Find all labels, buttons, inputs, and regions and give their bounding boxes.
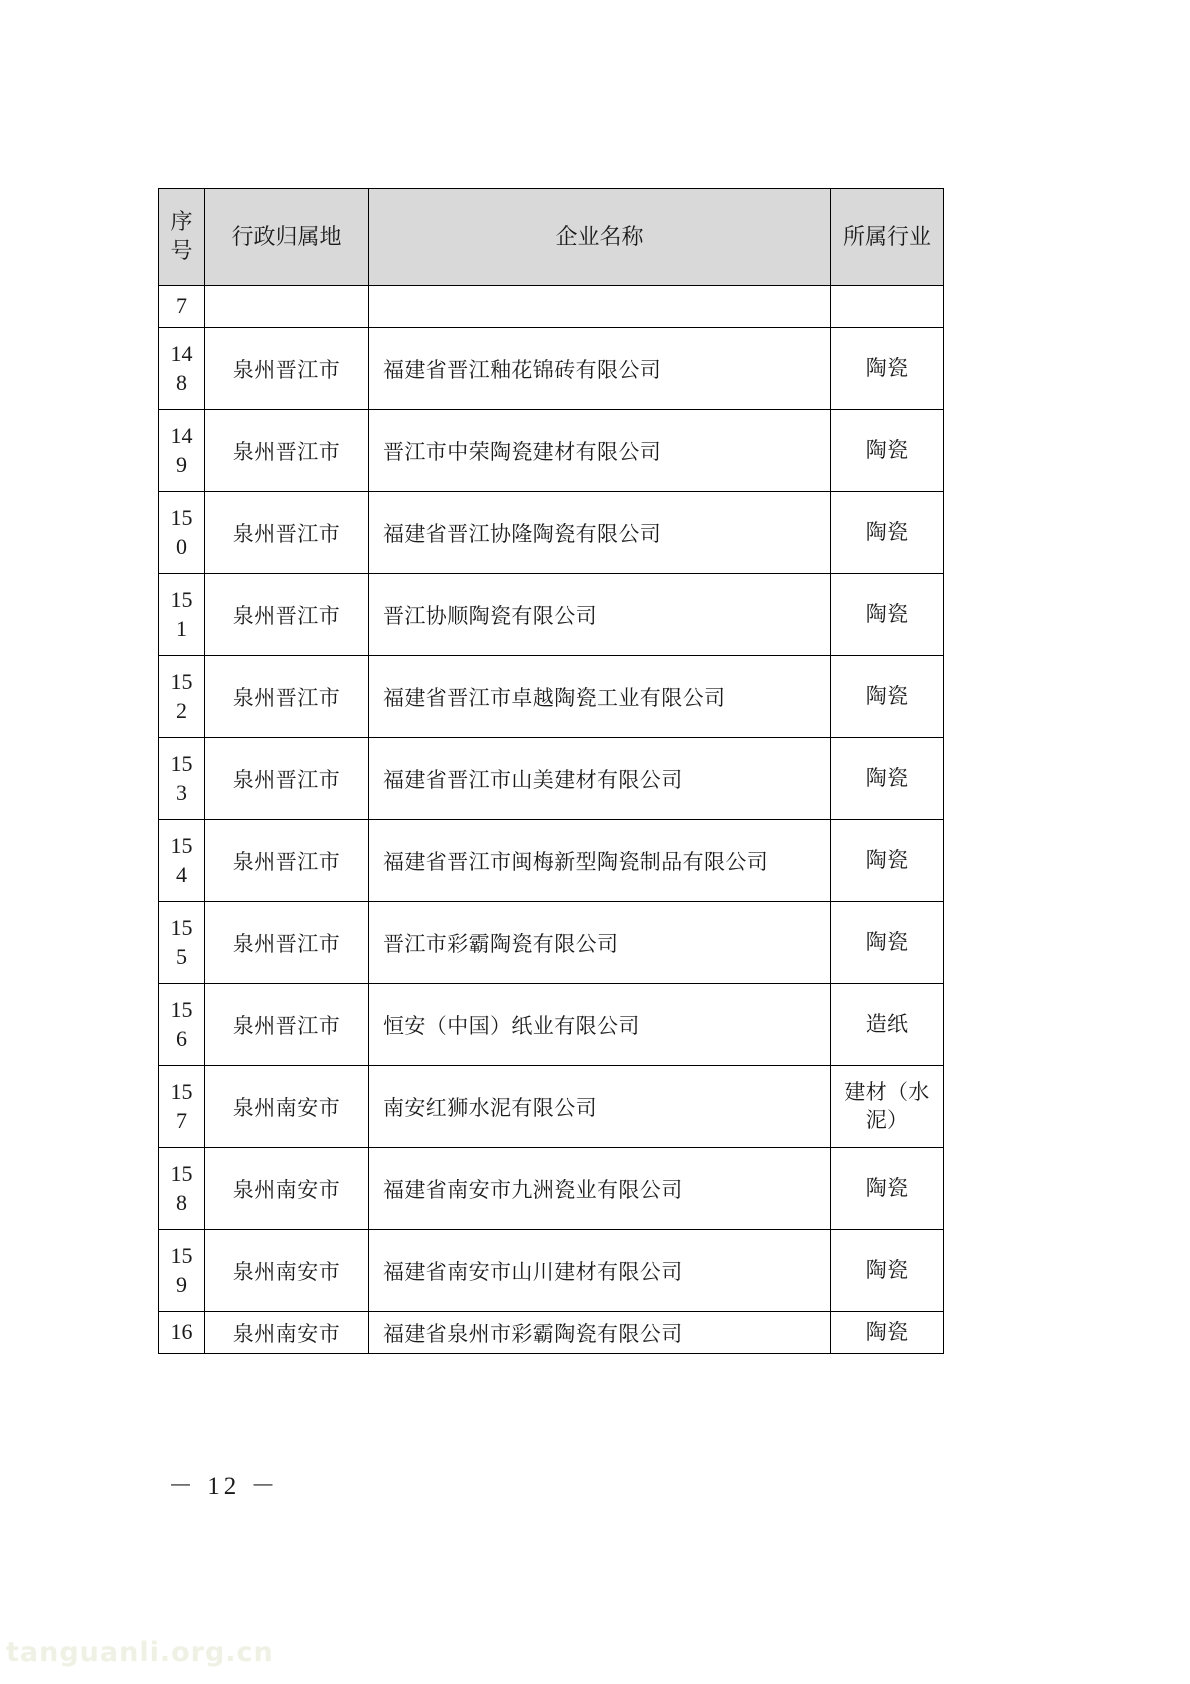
table-row: [159, 1230, 944, 1312]
serial-number-line1: 7: [176, 293, 187, 319]
cell-region: 泉州晋江市: [205, 492, 369, 574]
cell-region: [205, 286, 369, 328]
cell-enterprise-name: 福建省晋江协隆陶瓷有限公司: [369, 492, 831, 574]
column-header-enterprise-name: 企业名称: [369, 189, 831, 286]
serial-number-line1: 15: [170, 669, 193, 695]
table-row: [159, 1066, 944, 1148]
table-row: [159, 574, 944, 656]
cell-enterprise-name: 恒安（中国）纸业有限公司: [369, 984, 831, 1066]
cell-serial-number: [159, 492, 205, 574]
serial-number-line2: 6: [176, 1025, 187, 1051]
serial-number-line2: 2: [176, 697, 187, 723]
column-header-serial-number: [159, 189, 205, 286]
enterprise-list-table: [158, 188, 944, 1354]
industry-line2: 泥）: [865, 1107, 909, 1132]
serial-number-line1: 15: [170, 997, 193, 1023]
cell-enterprise-name: 晋江协顺陶瓷有限公司: [369, 574, 831, 656]
watermark: tanguanli.org.cn: [6, 1637, 274, 1668]
serial-number-line2: 8: [176, 369, 187, 395]
cell-enterprise-name: 福建省晋江市卓越陶瓷工业有限公司: [369, 656, 831, 738]
serial-number-line2: 7: [176, 1107, 187, 1133]
serial-number-line1: 15: [170, 1161, 193, 1187]
cell-industry: [831, 1066, 944, 1148]
table-row: [159, 902, 944, 984]
cell-serial-number: [159, 1066, 205, 1148]
serial-number-line1: 14: [170, 341, 193, 367]
table-header: [159, 189, 944, 286]
cell-serial-number: [159, 410, 205, 492]
column-header-serial-number-line1: 序: [170, 209, 193, 235]
serial-number-line1: 15: [170, 751, 193, 777]
cell-region: 泉州晋江市: [205, 410, 369, 492]
serial-number-line1: 15: [170, 587, 193, 613]
serial-number-line1: 15: [170, 1243, 193, 1269]
cell-serial-number: [159, 574, 205, 656]
table-row: [159, 410, 944, 492]
cell-industry: 陶瓷: [831, 902, 944, 984]
cell-enterprise-name: 福建省晋江釉花锦砖有限公司: [369, 328, 831, 410]
serial-number-line1: 14: [170, 423, 193, 449]
serial-number-line1: 15: [170, 505, 193, 531]
table-row: [159, 492, 944, 574]
cell-region: 泉州南安市: [205, 1230, 369, 1312]
cell-industry: 陶瓷: [831, 574, 944, 656]
table-header-row: [159, 189, 944, 286]
cell-serial-number: [159, 286, 205, 328]
cell-industry: 陶瓷: [831, 1148, 944, 1230]
serial-number-line2: 8: [176, 1189, 187, 1215]
cell-region: 泉州晋江市: [205, 328, 369, 410]
serial-number-line2: 9: [176, 1271, 187, 1297]
cell-enterprise-name: 福建省南安市山川建材有限公司: [369, 1230, 831, 1312]
cell-industry: 陶瓷: [831, 820, 944, 902]
cell-industry: [831, 286, 944, 328]
cell-region: 泉州晋江市: [205, 984, 369, 1066]
table-row: [159, 738, 944, 820]
cell-industry: 陶瓷: [831, 1312, 944, 1354]
cell-region: 泉州南安市: [205, 1148, 369, 1230]
cell-industry: 陶瓷: [831, 1230, 944, 1312]
cell-region: 泉州晋江市: [205, 820, 369, 902]
cell-industry: 造纸: [831, 984, 944, 1066]
cell-enterprise-name: 晋江市彩霸陶瓷有限公司: [369, 902, 831, 984]
table-row: [159, 328, 944, 410]
serial-number-line2: 0: [176, 533, 187, 559]
cell-enterprise-name: [369, 286, 831, 328]
cell-enterprise-name: 福建省南安市九洲瓷业有限公司: [369, 1148, 831, 1230]
cell-serial-number: [159, 738, 205, 820]
table-row: [159, 1148, 944, 1230]
cell-enterprise-name: 南安红狮水泥有限公司: [369, 1066, 831, 1148]
serial-number-line2: 9: [176, 451, 187, 477]
cell-enterprise-name: 福建省泉州市彩霸陶瓷有限公司: [369, 1312, 831, 1354]
serial-number-line2: 5: [176, 943, 187, 969]
cell-industry: 陶瓷: [831, 656, 944, 738]
column-header-region: 行政归属地: [205, 189, 369, 286]
cell-serial-number: [159, 984, 205, 1066]
cell-serial-number: [159, 1230, 205, 1312]
industry-line1: 建材（水: [844, 1080, 930, 1105]
table-row: [159, 286, 944, 328]
cell-industry: 陶瓷: [831, 328, 944, 410]
serial-number-line1: 15: [170, 833, 193, 859]
serial-number-line1: 15: [170, 1079, 193, 1105]
cell-serial-number: [159, 1312, 205, 1354]
cell-industry: 陶瓷: [831, 410, 944, 492]
cell-region: 泉州南安市: [205, 1066, 369, 1148]
cell-region: 泉州晋江市: [205, 656, 369, 738]
cell-region: 泉州晋江市: [205, 574, 369, 656]
cell-serial-number: [159, 328, 205, 410]
serial-number-line2: 4: [176, 861, 187, 887]
page-number: － 12 －: [168, 1473, 280, 1500]
cell-region: 泉州南安市: [205, 1312, 369, 1354]
cell-serial-number: [159, 1148, 205, 1230]
cell-serial-number: [159, 820, 205, 902]
cell-enterprise-name: 福建省晋江市山美建材有限公司: [369, 738, 831, 820]
column-header-serial-number-line2: 号: [170, 238, 193, 263]
cell-serial-number: [159, 902, 205, 984]
cell-industry: 陶瓷: [831, 492, 944, 574]
cell-region: 泉州晋江市: [205, 738, 369, 820]
cell-serial-number: [159, 656, 205, 738]
column-header-industry: 所属行业: [831, 189, 944, 286]
serial-number-line1: 15: [170, 915, 193, 941]
serial-number-line2: 3: [176, 779, 187, 805]
table-row: [159, 984, 944, 1066]
serial-number-line2: 1: [176, 615, 187, 641]
table-row: [159, 820, 944, 902]
cell-region: 泉州晋江市: [205, 902, 369, 984]
cell-enterprise-name: 福建省晋江市闽梅新型陶瓷制品有限公司: [369, 820, 831, 902]
table-row: [159, 1312, 944, 1354]
cell-industry: 陶瓷: [831, 738, 944, 820]
serial-number-line1: 16: [170, 1319, 193, 1345]
table-body: [159, 286, 944, 1354]
table-row: [159, 656, 944, 738]
cell-enterprise-name: 晋江市中荣陶瓷建材有限公司: [369, 410, 831, 492]
